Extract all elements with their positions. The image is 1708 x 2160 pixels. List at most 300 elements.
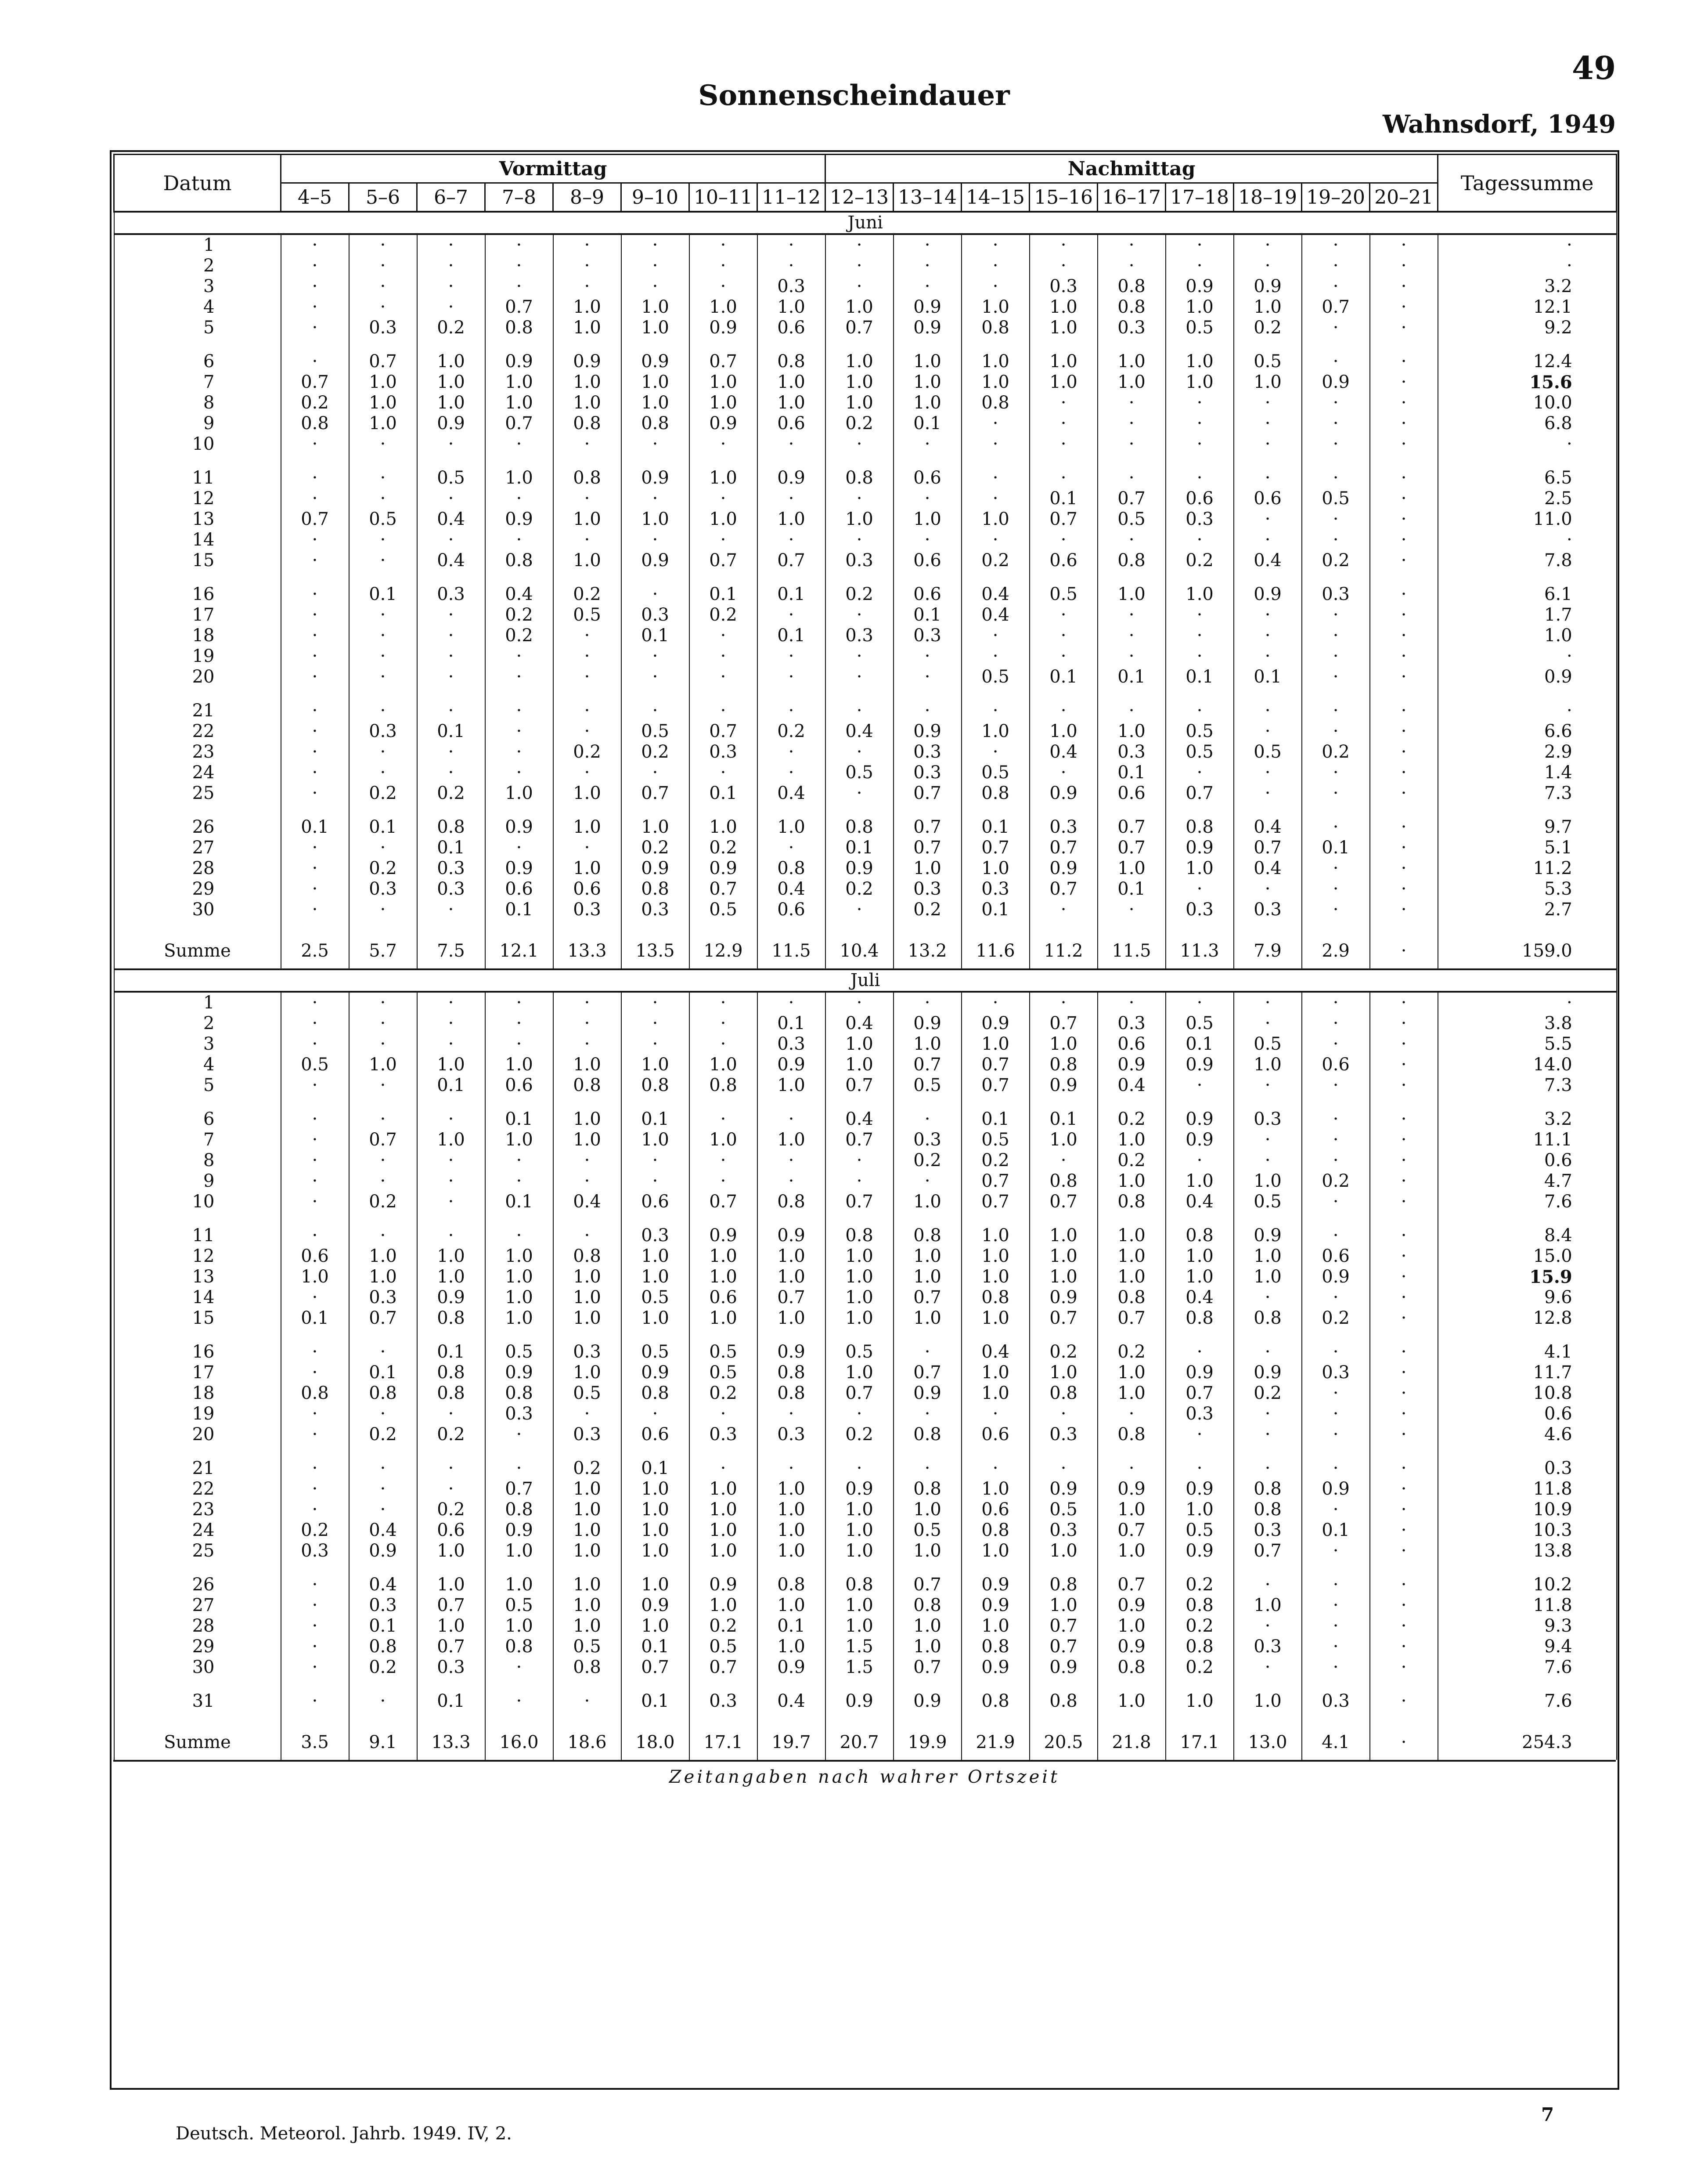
hour-value-cell: · (1234, 605, 1302, 625)
hour-value-cell: 0.5 (621, 1342, 689, 1362)
hour-value-cell: 0.9 (689, 858, 757, 879)
daily-sum-cell: 12.4 (1438, 351, 1617, 372)
date-cell: 19 (114, 1404, 281, 1424)
hour-value-cell: · (1370, 1595, 1438, 1616)
hour-value-cell: 0.9 (1098, 1479, 1166, 1499)
spacer-cell (114, 455, 281, 468)
spacer-cell (1438, 1212, 1617, 1225)
footnote: Zeitangaben nach wahrer Ortszeit (113, 1760, 1616, 1792)
hour-value-cell: · (349, 605, 417, 625)
hour-value-cell: · (1370, 1575, 1438, 1595)
hour-value-cell: · (1302, 879, 1370, 899)
hour-value-cell: 11.5 (1098, 933, 1166, 969)
hour-value-cell: · (417, 605, 485, 625)
hour-value-cell: 0.2 (281, 1520, 349, 1541)
spacer-cell (1234, 1096, 1302, 1109)
hour-value-cell: 0.9 (621, 468, 689, 488)
hour-value-cell: 1.0 (417, 1575, 485, 1595)
hour-value-cell: 0.1 (485, 899, 553, 920)
hour-value-cell: 1.0 (894, 351, 962, 372)
hour-value-cell: · (281, 434, 349, 455)
table-row (114, 550, 1617, 571)
hour-value-cell: 1.0 (1030, 1595, 1098, 1616)
hour-value-cell: · (349, 1479, 417, 1499)
date-cell: 2 (114, 1013, 281, 1034)
hour-value-cell: · (281, 762, 349, 783)
station-year: Wahnsdorf, 1949 (1383, 110, 1616, 139)
hour-value-cell: 1.0 (1030, 351, 1098, 372)
hour-value-cell: · (1370, 783, 1438, 804)
spacer-cell (757, 1096, 825, 1109)
hour-value-cell: 0.9 (962, 1013, 1030, 1034)
hour-value-cell: 1.0 (825, 351, 894, 372)
hour-value-cell: · (1098, 1404, 1166, 1424)
hour-value-cell: 1.0 (621, 318, 689, 338)
table-row (114, 1657, 1617, 1678)
spacer-cell (1098, 1678, 1166, 1691)
hour-value-cell: 0.7 (621, 783, 689, 804)
hour-value-cell: 0.8 (621, 413, 689, 434)
hour-value-cell: 0.7 (349, 1130, 417, 1150)
hour-value-cell: · (1302, 1287, 1370, 1308)
hour-value-cell: · (1370, 234, 1438, 256)
daily-sum-cell: 6.8 (1438, 413, 1617, 434)
hour-value-cell: 0.7 (485, 297, 553, 318)
hour-value-cell: 0.7 (1030, 509, 1098, 530)
hour-value-cell: 0.5 (485, 1595, 553, 1616)
hour-value-cell: · (825, 530, 894, 550)
spacer-cell (621, 1329, 689, 1342)
hour-value-cell: · (1302, 393, 1370, 413)
hour-value-cell: · (1234, 468, 1302, 488)
hour-value-cell: · (485, 742, 553, 762)
hour-value-cell: 1.0 (621, 817, 689, 838)
daily-sum-cell: 0.3 (1438, 1458, 1617, 1479)
hour-value-cell: 18.0 (621, 1725, 689, 1760)
hour-value-cell: 0.5 (894, 1075, 962, 1096)
spacer-cell (349, 1212, 417, 1225)
spacer-cell (1234, 338, 1302, 351)
hour-value-cell: · (1030, 646, 1098, 667)
date-cell: 4 (114, 297, 281, 318)
hour-value-cell: 0.8 (757, 1192, 825, 1212)
hour-value-cell: · (962, 530, 1030, 550)
hour-value-cell: 0.2 (689, 838, 757, 858)
hour-value-cell: 1.0 (689, 1130, 757, 1150)
hour-value-cell: 0.7 (281, 372, 349, 393)
hour-value-cell: · (1370, 256, 1438, 276)
hour-value-cell: · (485, 701, 553, 721)
spacer-row (114, 338, 1617, 351)
hour-value-cell: 0.7 (1030, 1192, 1098, 1212)
hour-value-cell: 1.5 (825, 1657, 894, 1678)
spacer-cell (1438, 1712, 1617, 1725)
hour-value-cell: 0.8 (1166, 1636, 1234, 1657)
hour-value-cell: 1.0 (689, 817, 757, 838)
spacer-cell (417, 804, 485, 817)
spacer-cell (1438, 1678, 1617, 1691)
hour-value-cell: · (1234, 1424, 1302, 1445)
hour-value-cell: 1.0 (962, 721, 1030, 742)
hour-value-cell: 0.2 (1098, 1109, 1166, 1130)
daily-sum-cell: 6.6 (1438, 721, 1617, 742)
table-row (114, 256, 1617, 276)
daily-sum-cell: 15.0 (1438, 1246, 1617, 1267)
hour-value-cell: 0.9 (1302, 1479, 1370, 1499)
hour-value-cell: 0.2 (281, 393, 349, 413)
hour-value-cell: · (689, 762, 757, 783)
hour-value-cell: · (1234, 992, 1302, 1013)
hour-value-cell: · (1302, 509, 1370, 530)
hour-value-cell: · (281, 1404, 349, 1424)
spacer-cell (1438, 804, 1617, 817)
spacer-cell (417, 687, 485, 701)
hour-value-cell: 0.8 (485, 1636, 553, 1657)
daily-sum-cell: 1.7 (1438, 605, 1617, 625)
hour-value-cell: · (1030, 234, 1098, 256)
hour-value-cell: 0.9 (689, 413, 757, 434)
hour-value-cell: 0.8 (894, 1225, 962, 1246)
hour-value-cell: 0.9 (1302, 1267, 1370, 1287)
hour-value-cell: 1.0 (349, 393, 417, 413)
spacer-cell (621, 1678, 689, 1691)
hour-value-cell: 5.7 (349, 933, 417, 969)
spacer-cell (1098, 1445, 1166, 1458)
hour-value-cell: 0.3 (825, 550, 894, 571)
hour-value-cell: · (349, 1171, 417, 1192)
month-heading-row (114, 212, 1617, 234)
hour-value-cell: 1.0 (757, 297, 825, 318)
table-row (114, 1595, 1617, 1616)
hour-value-cell: 0.8 (1030, 1171, 1098, 1192)
hour-value-cell: 0.2 (1030, 1342, 1098, 1362)
hour-value-cell: 13.5 (621, 933, 689, 969)
hour-value-cell: · (689, 1034, 757, 1055)
hour-value-cell: 1.0 (485, 468, 553, 488)
hour-value-cell: · (1166, 530, 1234, 550)
hour-value-cell: · (553, 488, 621, 509)
hour-value-cell: · (1370, 1287, 1438, 1308)
hour-value-cell: · (1302, 468, 1370, 488)
hour-value-cell: 0.2 (825, 879, 894, 899)
daily-sum-cell: 10.0 (1438, 393, 1617, 413)
hour-value-cell: · (1370, 1499, 1438, 1520)
spacer-cell (1098, 920, 1166, 933)
spacer-cell (757, 920, 825, 933)
hour-value-cell: · (281, 721, 349, 742)
hour-value-cell: 1.0 (689, 468, 757, 488)
hour-value-cell: 0.4 (349, 1520, 417, 1541)
hour-value-cell: 13.0 (1234, 1725, 1302, 1760)
hour-value-cell: 0.8 (1098, 276, 1166, 297)
hour-value-cell: 0.6 (894, 550, 962, 571)
month-name: Juli (114, 969, 1617, 992)
hour-value-cell: 1.0 (962, 1383, 1030, 1404)
hour-value-cell: · (962, 701, 1030, 721)
hour-value-cell: 0.5 (621, 1287, 689, 1308)
page-number: 49 (1572, 49, 1616, 87)
spacer-cell (621, 687, 689, 701)
date-cell: 11 (114, 468, 281, 488)
table-row (114, 1362, 1617, 1383)
hour-value-cell: · (1234, 879, 1302, 899)
hour-value-cell: 0.9 (962, 1575, 1030, 1595)
hour-value-cell: 0.8 (1234, 1308, 1302, 1329)
hour-value-cell: 0.7 (1030, 1636, 1098, 1657)
hour-value-cell: · (417, 1034, 485, 1055)
hour-value-cell: 12.9 (689, 933, 757, 969)
hour-value-cell: 0.9 (1166, 1362, 1234, 1383)
hour-value-cell: 0.8 (553, 413, 621, 434)
hour-value-cell: 0.2 (417, 1424, 485, 1445)
hour-value-cell: 0.7 (894, 1287, 962, 1308)
hour-value-cell: · (281, 1691, 349, 1712)
date-cell: 20 (114, 667, 281, 687)
spacer-cell (1370, 1329, 1438, 1342)
hour-value-cell: · (1166, 413, 1234, 434)
hour-value-cell: · (1030, 468, 1098, 488)
hour-value-cell: 1.0 (417, 1055, 485, 1075)
hour-value-cell: 1.0 (553, 858, 621, 879)
spacer-cell (553, 1445, 621, 1458)
hour-value-cell: 0.2 (1098, 1342, 1166, 1362)
hour-value-cell: · (1370, 372, 1438, 393)
hour-value-cell: 0.2 (825, 1424, 894, 1445)
hour-value-cell: · (1302, 1192, 1370, 1212)
hour-value-cell: · (1030, 413, 1098, 434)
hour-value-cell: · (553, 701, 621, 721)
hour-value-cell: 0.8 (825, 1575, 894, 1595)
daily-sum-cell: 2.9 (1438, 742, 1617, 762)
hour-value-cell: 1.0 (485, 372, 553, 393)
hour-value-cell: · (1370, 1013, 1438, 1034)
hour-value-cell: 0.3 (1302, 1691, 1370, 1712)
spacer-cell (1030, 1678, 1098, 1691)
table-row (114, 393, 1617, 413)
hour-value-cell: 0.8 (281, 413, 349, 434)
date-cell: 21 (114, 701, 281, 721)
hour-value-cell: 0.4 (349, 1575, 417, 1595)
table-row (114, 1520, 1617, 1541)
hour-value-cell: 1.5 (825, 1636, 894, 1657)
spacer-cell (485, 455, 553, 468)
hour-value-cell: · (1370, 393, 1438, 413)
hour-value-cell: 0.7 (1098, 1575, 1166, 1595)
hour-value-cell: · (417, 1479, 485, 1499)
hour-value-cell: 0.9 (894, 1013, 962, 1034)
hour-value-cell: · (825, 992, 894, 1013)
hour-value-cell: · (485, 762, 553, 783)
hour-value-cell: · (757, 605, 825, 625)
hour-value-cell: 0.7 (417, 1636, 485, 1657)
hour-value-cell: · (1302, 351, 1370, 372)
hour-value-cell: 0.1 (621, 1458, 689, 1479)
hour-value-cell: · (349, 1013, 417, 1034)
hour-value-cell: 0.5 (1234, 1192, 1302, 1212)
hour-value-cell: · (349, 488, 417, 509)
hour-value-cell: 0.7 (689, 1657, 757, 1678)
date-cell: 5 (114, 1075, 281, 1096)
hour-value-cell: · (1302, 318, 1370, 338)
spacer-cell (1438, 1561, 1617, 1575)
hour-value-cell: 1.0 (825, 1499, 894, 1520)
hour-value-cell: · (417, 1225, 485, 1246)
hour-value-cell: · (553, 234, 621, 256)
hour-value-cell: 0.1 (281, 817, 349, 838)
hour-value-cell: 1.0 (1166, 351, 1234, 372)
hour-value-cell: 0.9 (349, 1541, 417, 1561)
spacer-row (114, 571, 1617, 584)
table-row (114, 1075, 1617, 1096)
daily-sum-cell: 0.6 (1438, 1150, 1617, 1171)
hour-value-cell: 0.3 (621, 1225, 689, 1246)
hour-value-cell: · (1302, 1342, 1370, 1362)
hour-value-cell: 0.3 (349, 1595, 417, 1616)
hour-value-cell: · (1302, 646, 1370, 667)
hour-value-cell: 1.0 (757, 1308, 825, 1329)
hour-value-cell: · (281, 1595, 349, 1616)
hour-value-cell: 1.0 (689, 1246, 757, 1267)
header-hour: 17–18 (1166, 183, 1234, 212)
table-row (114, 992, 1617, 1013)
spacer-cell (1030, 571, 1098, 584)
hour-value-cell: · (825, 667, 894, 687)
hour-value-cell: 0.8 (894, 1479, 962, 1499)
hour-value-cell: · (1234, 1342, 1302, 1362)
hour-value-cell: 0.1 (621, 1691, 689, 1712)
hour-value-cell: 1.0 (894, 372, 962, 393)
hour-value-cell: 0.3 (757, 1424, 825, 1445)
hour-value-cell: · (417, 488, 485, 509)
hour-value-cell: 0.5 (621, 721, 689, 742)
hour-value-cell: 1.0 (689, 1520, 757, 1541)
date-cell: 13 (114, 509, 281, 530)
hour-value-cell: 1.0 (621, 1520, 689, 1541)
hour-value-cell: 0.6 (1098, 783, 1166, 804)
header-hour: 11–12 (757, 183, 825, 212)
spacer-cell (1302, 1212, 1370, 1225)
hour-value-cell: 0.4 (757, 1691, 825, 1712)
spacer-cell (349, 1096, 417, 1109)
spacer-cell (349, 1678, 417, 1691)
hour-value-cell: 0.4 (962, 584, 1030, 605)
hour-value-cell: 0.7 (894, 1055, 962, 1075)
date-cell: 10 (114, 1192, 281, 1212)
hour-value-cell: 0.8 (825, 817, 894, 838)
hour-value-cell: · (1370, 1458, 1438, 1479)
hour-value-cell: · (1098, 530, 1166, 550)
hour-value-cell: 0.7 (689, 879, 757, 899)
sunshine-table-frame (113, 154, 1616, 2086)
hour-value-cell: · (553, 667, 621, 687)
hour-value-cell: · (621, 530, 689, 550)
hour-value-cell: · (417, 646, 485, 667)
hour-value-cell: · (962, 468, 1030, 488)
hour-value-cell: · (417, 530, 485, 550)
date-cell: 18 (114, 625, 281, 646)
table-row (114, 1246, 1617, 1267)
date-cell: 9 (114, 1171, 281, 1192)
date-cell: 24 (114, 762, 281, 783)
hour-value-cell: 0.3 (1030, 1424, 1098, 1445)
hour-value-cell: 0.2 (689, 1616, 757, 1636)
hour-value-cell: · (1302, 1616, 1370, 1636)
hour-value-cell: 0.8 (894, 1595, 962, 1616)
hour-value-cell: 0.2 (553, 742, 621, 762)
hour-value-cell: 0.7 (1098, 488, 1166, 509)
hour-value-cell: · (553, 434, 621, 455)
hour-value-cell: 0.3 (553, 899, 621, 920)
hour-value-cell: · (757, 1150, 825, 1171)
hour-value-cell: 0.7 (1098, 838, 1166, 858)
hour-value-cell: 1.0 (1098, 372, 1166, 393)
hour-value-cell: 0.3 (1234, 899, 1302, 920)
hour-value-cell: · (894, 530, 962, 550)
hour-value-cell: 0.5 (825, 1342, 894, 1362)
hour-value-cell: · (1302, 1595, 1370, 1616)
spacer-cell (825, 571, 894, 584)
hour-value-cell: 0.3 (894, 742, 962, 762)
hour-value-cell: 1.0 (1098, 584, 1166, 605)
hour-value-cell: · (417, 1109, 485, 1130)
hour-value-cell: · (485, 434, 553, 455)
hour-value-cell: 1.0 (825, 1287, 894, 1308)
hour-value-cell: · (1370, 1055, 1438, 1075)
spacer-cell (1370, 1445, 1438, 1458)
hour-value-cell: 0.5 (1234, 1034, 1302, 1055)
hour-value-cell: 1.0 (485, 1267, 553, 1287)
hour-value-cell: 0.8 (825, 468, 894, 488)
date-cell: 1 (114, 992, 281, 1013)
hour-value-cell: 0.8 (417, 817, 485, 838)
hour-value-cell: · (1302, 434, 1370, 455)
spacer-cell (621, 1445, 689, 1458)
spacer-cell (1166, 1329, 1234, 1342)
hour-value-cell: 0.8 (757, 1575, 825, 1595)
hour-value-cell: 0.9 (621, 858, 689, 879)
hour-value-cell: 0.6 (621, 1424, 689, 1445)
hour-value-cell: · (1370, 992, 1438, 1013)
hour-value-cell: 1.0 (553, 1499, 621, 1520)
hour-value-cell: 0.2 (349, 1657, 417, 1678)
hour-value-cell: 0.7 (825, 1192, 894, 1212)
hour-value-cell: · (349, 992, 417, 1013)
hour-value-cell: 0.3 (553, 1424, 621, 1445)
spacer-cell (1370, 1561, 1438, 1575)
spacer-cell (1166, 1445, 1234, 1458)
spacer-cell (553, 1561, 621, 1575)
hour-value-cell: 1.0 (1166, 1246, 1234, 1267)
hour-value-cell: · (825, 1404, 894, 1424)
hour-value-cell: 0.2 (689, 605, 757, 625)
hour-value-cell: 1.0 (1098, 1267, 1166, 1287)
hour-value-cell: · (894, 992, 962, 1013)
spacer-cell (1370, 920, 1438, 933)
hour-value-cell: 1.0 (281, 1267, 349, 1287)
hour-value-cell: 1.0 (553, 1362, 621, 1383)
date-cell: 29 (114, 1636, 281, 1657)
hour-value-cell: 0.9 (485, 351, 553, 372)
hour-value-cell: · (281, 1192, 349, 1212)
daily-sum-cell: · (1438, 234, 1617, 256)
table-row (114, 509, 1617, 530)
hour-value-cell: 0.7 (1030, 1616, 1098, 1636)
hour-value-cell: 2.5 (281, 933, 349, 969)
hour-value-cell: · (894, 1404, 962, 1424)
table-row (114, 1013, 1617, 1034)
hour-value-cell: · (1370, 318, 1438, 338)
hour-value-cell: 0.4 (553, 1192, 621, 1212)
